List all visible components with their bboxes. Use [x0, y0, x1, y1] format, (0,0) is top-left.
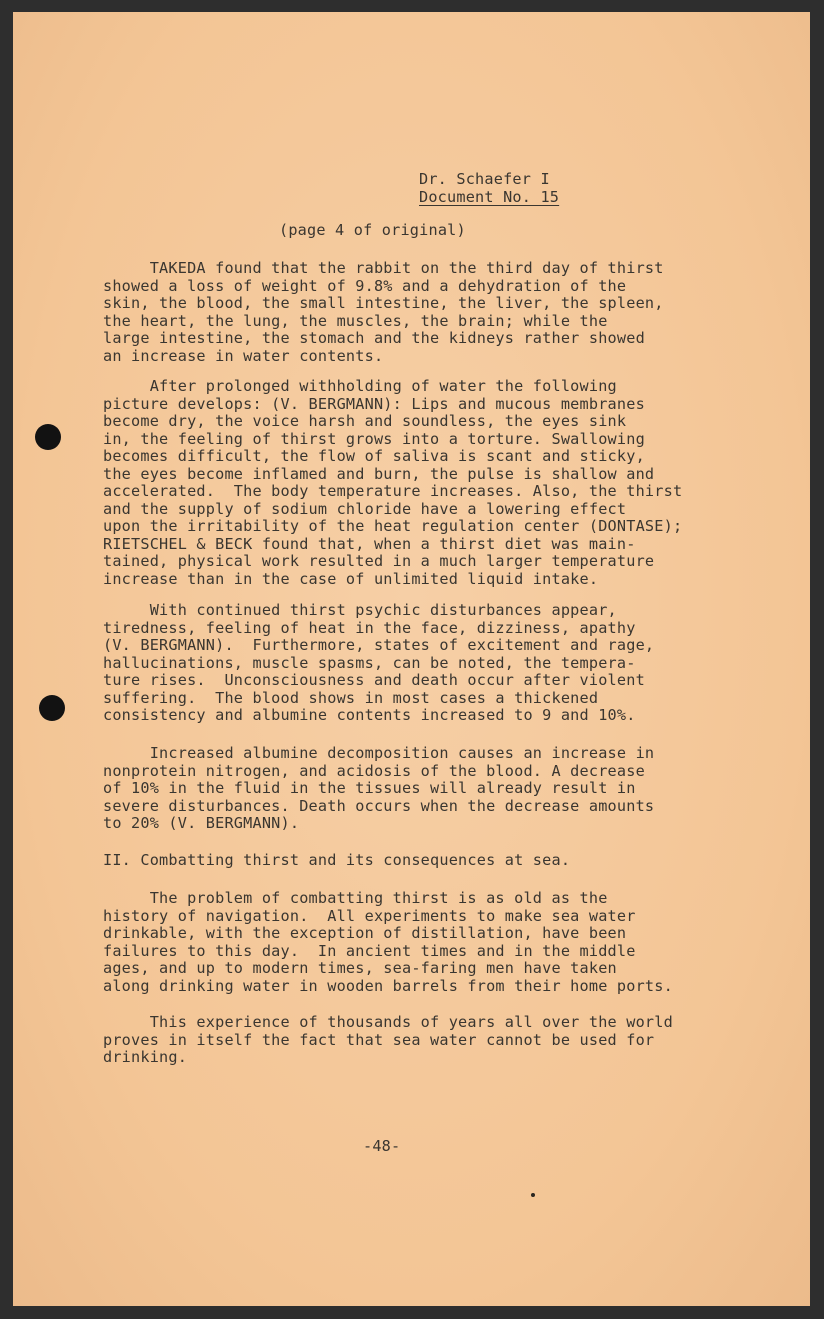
text-line: picture develops: (V. BERGMANN): Lips and mucous membranes — [103, 394, 645, 413]
text-line: drinkable, with the exception of distillation, have been — [103, 924, 627, 942]
document-page — [13, 12, 810, 1306]
text-line: upon the irritability of the heat regulation center (DONTASE); — [103, 517, 683, 535]
punch-hole-top — [35, 424, 61, 450]
text-line: large intestine, the stomach and the kidneys rather showed — [103, 329, 645, 347]
text-line: suffering. The blood shows in most cases a thickened — [103, 688, 599, 707]
paragraph-combatting-thirst — [103, 890, 743, 995]
text-line: failures to this day. In ancient times and in the middle — [103, 941, 636, 960]
paragraph-takeda — [103, 260, 743, 365]
text-line: proves in itself the fact that sea water cannot be used for — [103, 1030, 655, 1049]
text-line: With continued thirst psychic disturbances appear, — [103, 601, 617, 619]
section-heading — [103, 852, 743, 870]
text-line: consistency and albumine contents increased to 9 and 10%. — [103, 706, 636, 724]
text-line: (V. BERGMANN). Furthermore, states of excitement and rage, — [103, 636, 655, 654]
text-line: skin, the blood, the small intestine, the liver, the spleen, — [103, 294, 664, 312]
text-line: becomes difficult, the flow of saliva is scant and sticky, — [103, 447, 645, 465]
section-heading-text: II. Combatting thirst and its consequences at sea. — [103, 851, 571, 869]
page-number: -48- — [363, 1137, 401, 1155]
text-line: become dry, the voice harsh and soundless, the eyes sink — [103, 412, 627, 430]
paragraph-psychic-disturbances — [103, 602, 743, 725]
text-line: along drinking water in wooden barrels from their home ports. — [103, 976, 673, 995]
text-line: drinking. — [103, 1048, 188, 1066]
text-line: to 20% (V. BERGMANN). — [103, 814, 300, 832]
text-line: The problem of combatting thirst is as old as the — [103, 889, 608, 907]
text-line: ages, and up to modern times, sea-faring men have taken — [103, 959, 617, 977]
text-line: and the supply of sodium chloride have a lowering effect — [103, 499, 627, 518]
text-line: RIETSCHEL & BECK found that, when a thirst diet was main- — [103, 534, 636, 553]
paragraph-albumine-decomposition — [103, 745, 743, 833]
text-line: tiredness, feeling of heat in the face, dizziness, apathy — [103, 618, 636, 637]
paragraph-experience — [103, 1014, 743, 1067]
punch-hole-bottom — [39, 695, 65, 721]
header-author: Dr. Schaefer I — [419, 170, 550, 188]
text-line: TAKEDA found that the rabbit on the third day of thirst — [103, 259, 664, 277]
text-line: Increased albumine decomposition causes an increase in — [103, 744, 655, 762]
text-line: showed a loss of weight of 9.8% and a dehydration of the — [103, 276, 627, 295]
page-reference: (page 4 of original) — [279, 221, 466, 239]
paragraph-prolonged-withholding — [103, 378, 743, 588]
text-line: ture rises. Unconsciousness and death occur after violent — [103, 671, 645, 689]
text-line: hallucinations, muscle spasms, can be noted, the tempera- — [103, 653, 636, 672]
text-line: nonprotein nitrogen, and acidosis of the blood. A decrease — [103, 761, 645, 780]
header-document-number: Document No. 15 — [419, 188, 560, 206]
text-line: the eyes become inflamed and burn, the pulse is shallow and — [103, 464, 655, 483]
text-line: the heart, the lung, the muscles, the brain; while the — [103, 311, 608, 330]
text-line: increase than in the case of unlimited liquid intake. — [103, 569, 599, 588]
text-line: accelerated. The body temperature increases. Also, the thirst — [103, 482, 683, 500]
text-line: of 10% in the fluid in the tissues will already result in — [103, 779, 636, 797]
text-line: history of navigation. All experiments to make sea water — [103, 906, 636, 925]
text-line: This experience of thousands of years all over the world — [103, 1013, 673, 1031]
paper-speck — [531, 1193, 535, 1197]
text-line: severe disturbances. Death occurs when the decrease amounts — [103, 796, 655, 815]
text-line: in, the feeling of thirst grows into a torture. Swallowing — [103, 429, 645, 448]
text-line: After prolonged withholding of water the following — [103, 377, 617, 395]
text-line: an increase in water contents. — [103, 346, 384, 365]
text-line: tained, physical work resulted in a much larger temperature — [103, 552, 655, 570]
